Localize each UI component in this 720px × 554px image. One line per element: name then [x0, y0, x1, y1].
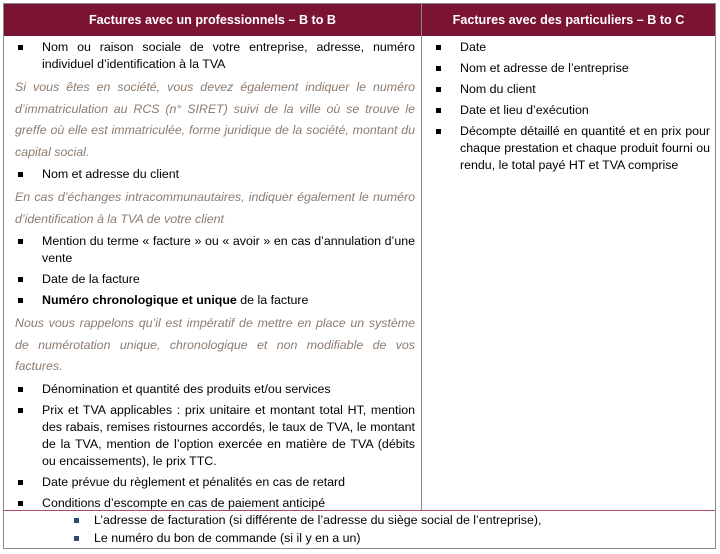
- square-bullet-icon: [18, 408, 23, 413]
- list-item-text: Date prévue du règlement et pénalités en cas de retard: [42, 474, 346, 489]
- list-item-text: Date de la facture: [42, 272, 140, 286]
- list-item-text: Date et lieu d’exécution: [460, 103, 589, 117]
- square-bullet-icon: [18, 172, 23, 177]
- square-bullet-icon: [18, 45, 23, 50]
- list-item-text: Conditions d’escompte en cas de paiement anticipé: [42, 495, 326, 510]
- square-bullet-icon: [74, 518, 79, 523]
- square-bullet-icon: [18, 387, 23, 392]
- square-bullet-icon: [18, 298, 23, 303]
- list-item-text: Décompte détaillé en quantité et en prix pour chaque prestation et chaque produit fourni ou rendu, le total payé HT et TVA comprise: [460, 124, 710, 172]
- square-bullet-icon: [18, 480, 23, 485]
- list-item: [15, 166, 415, 183]
- list-item: [433, 39, 710, 56]
- invoice-requirements-table: [3, 3, 716, 549]
- list-item: [433, 102, 710, 119]
- column-divider: [421, 4, 422, 510]
- list-item: [433, 123, 710, 174]
- list-item: [15, 474, 415, 491]
- list-item: [15, 402, 415, 470]
- square-bullet-icon: [74, 536, 79, 541]
- list-item-text: Nom du client: [460, 82, 536, 96]
- b2c-column: [433, 39, 710, 178]
- square-bullet-icon: [436, 45, 441, 50]
- list-item: [15, 381, 415, 398]
- square-bullet-icon: [18, 239, 23, 244]
- italic-note: En cas d’échanges intracommunautaires, indiquer également le numéro d’identification à la TVA de votre client: [15, 190, 415, 226]
- list-item: [15, 39, 415, 73]
- list-item-text: Nom et adresse du client: [42, 167, 180, 181]
- list-item-text: Nom ou raison sociale de votre entreprise, adresse, numéro individuel d’identification à la TVA: [42, 40, 415, 71]
- footer-row: [4, 512, 715, 547]
- square-bullet-icon: [18, 277, 23, 282]
- header-b2c: Factures avec des particuliers – B to C: [422, 4, 715, 36]
- list-item: [15, 495, 415, 512]
- list-item: [433, 60, 710, 77]
- square-bullet-icon: [436, 108, 441, 113]
- square-bullet-icon: [18, 501, 23, 506]
- list-item: [15, 271, 415, 288]
- italic-note: Nous vous rappelons qu’il est impératif de mettre en place un système de numérotation unique, chronologique et non modifiable de vos factures.: [15, 316, 415, 373]
- list-item-bold-text: Numéro chronologique et unique: [42, 293, 237, 307]
- square-bullet-icon: [436, 66, 441, 71]
- list-item-text: de la facture: [236, 293, 309, 307]
- header-b2b: Factures avec un professionnels – B to B: [4, 4, 421, 36]
- footer-item: [4, 512, 715, 530]
- footer-item-text: L’adresse de facturation (si différente de l’adresse du siège social de l’entreprise),: [94, 513, 542, 527]
- square-bullet-icon: [436, 87, 441, 92]
- italic-note: Si vous êtes en société, vous devez également indiquer le numéro d’immatriculation au RCS (n° SIRET) suivi de la ville où se trouve le greffe où elle est immatriculée, forme juridique de la société, montant du capital social.: [15, 80, 415, 159]
- list-item-text: Nom et adresse de l’entreprise: [460, 61, 629, 75]
- list-item-text: Date: [460, 40, 487, 54]
- list-item: [15, 292, 415, 309]
- list-item-text: Mention du terme « facture » ou « avoir » en cas d’annulation d’une vente: [42, 234, 415, 265]
- list-item-text: Prix et TVA applicables : prix unitaire et montant total HT, mention des rabais, remises ristournes accordés, le taux de TVA, le montant de la TVA, mention de l’option exercée en matière de TVA (débits ou encaissements), le prix TTC.: [42, 402, 415, 468]
- list-item: [15, 233, 415, 267]
- footer-item-text: Le numéro du bon de commande (si il y en a un): [94, 530, 361, 545]
- footer-item: [4, 530, 715, 548]
- list-item-text: Dénomination et quantité des produits et/ou services: [42, 381, 331, 396]
- b2b-column: [15, 39, 415, 516]
- list-item: [433, 81, 710, 98]
- square-bullet-icon: [436, 129, 441, 134]
